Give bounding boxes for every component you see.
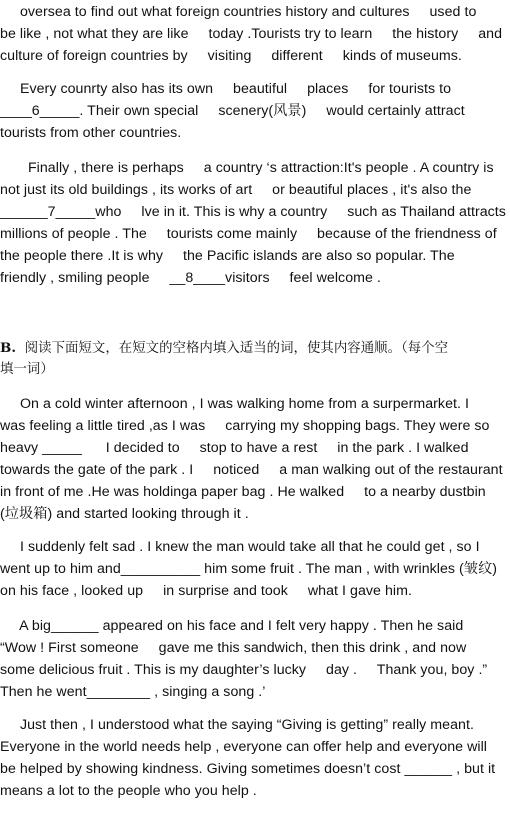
text-line: Finally , there is perhaps a country ‘s attraction:It's people . A country is (0, 160, 494, 176)
text-line: Everyone in the world needs help , everyone can offer help and everyone will (0, 739, 487, 755)
text-line: culture of foreign countries by visiting different kinds of museums. (0, 48, 462, 64)
text-line: in front of me .He was holdinga paper bag . He walked to a nearby dustbin (0, 484, 486, 500)
passage-a-paragraph-2 (0, 78, 510, 144)
instruction-line-1 (0, 337, 510, 359)
text-line: not just its old buildings , its works of art or beautiful places , it's also the (0, 182, 472, 198)
text-line: Every counrty also has its own beautiful places for tourists to (0, 81, 452, 97)
text-line: (垃圾箱) and started looking through it . (0, 506, 249, 522)
passage-b-paragraph-4 (0, 714, 510, 802)
text-line: Then he went________ , singing a song .’ (0, 684, 266, 700)
text-line: ____6_____. Their own special scenery(风景) would certainly attract (0, 103, 465, 119)
section-b-instruction (0, 337, 510, 381)
text-line: On a cold winter afternoon , I was walking home from a surpermarket. I (0, 396, 469, 412)
text-line: on his face , looked up in surprise and took what I gave him. (0, 583, 412, 599)
passage-b-paragraph-1 (0, 393, 510, 525)
text-line: Just then , I understood what the saying “Giving is getting” really meant. (0, 717, 474, 733)
passage-b-paragraph-2 (0, 536, 510, 602)
text-line: the people there .It is why the Pacific islands are also so popular. The (0, 248, 455, 264)
text-line: be helped by showing kindness. Giving sometimes doesn’t cost ______ , but it (0, 761, 496, 777)
text-line: oversea to find out what foreign countries history and cultures used to (0, 4, 477, 20)
text-line: friendly , smiling people __8____visitors feel welcome . (0, 270, 381, 286)
passage-a-paragraph-3 (0, 157, 510, 289)
passage-b-paragraph-3 (0, 615, 510, 703)
text-line: went up to him and__________ him some fruit . The man , with wrinkles (皱纹) (0, 561, 498, 577)
text-line: tourists from other countries. (0, 125, 182, 141)
section-b-label: B. (0, 340, 17, 356)
text-line: millions of people . The tourists come mainly because of the friendness of (0, 226, 497, 242)
text-line: A big______ appeared on his face and I felt very happy . Then he said (0, 618, 464, 634)
text-line: some delicious fruit . This is my daughter’s lucky day . Thank you, boy .” (0, 662, 488, 678)
instruction-text: 阅读下面短文，在短文的空格内填入适当的词，使其内容通顺。（每个空 (16, 341, 449, 356)
passage-a-paragraph-1 (0, 1, 510, 67)
text-line: be like , not what they are like today .Tourists try to learn the history and (0, 26, 503, 42)
text-line: heavy _____ I decided to stop to have a rest in the park . I walked (0, 440, 469, 456)
text-line: I suddenly felt sad . I knew the man would take all that he could get , so I (0, 539, 480, 555)
text-line: means a lot to the people who you help . (0, 783, 257, 799)
text-line: was feeling a little tired ,as I was carrying my shopping bags. They were so (0, 418, 490, 434)
text-line: “Wow ! First someone gave me this sandwich, then this drink , and now (0, 640, 467, 656)
text-line: ______7_____who lve in it. This is why a country such as Thailand attracts (0, 204, 506, 220)
instruction-line-2: 填一词） (0, 362, 54, 377)
text-line: towards the gate of the park . I noticed a man walking out of the restaurant (0, 462, 503, 478)
